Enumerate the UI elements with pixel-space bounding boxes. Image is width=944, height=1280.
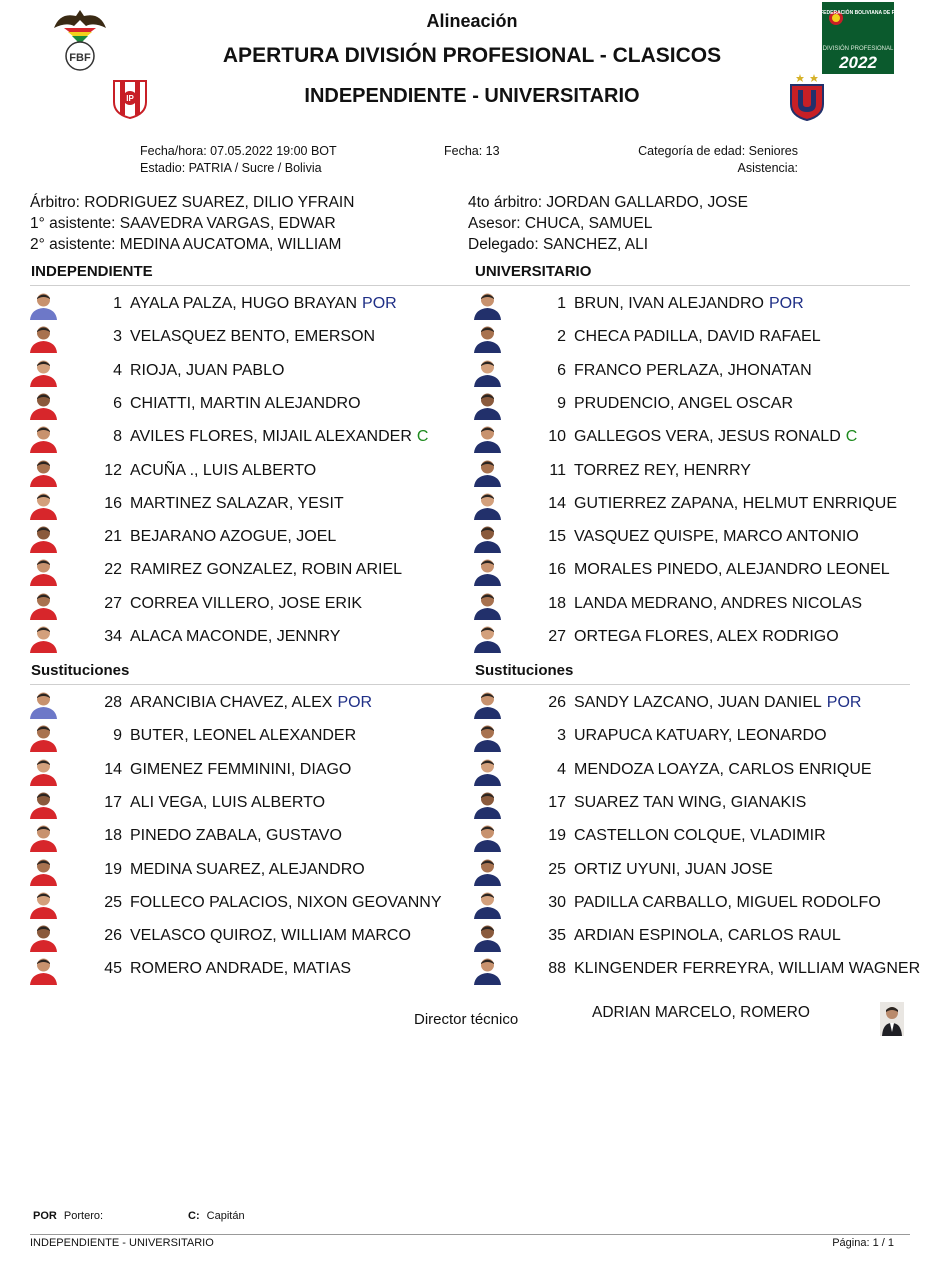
away-team-heading: UNIVERSITARIO: [475, 263, 592, 280]
player-row: [28, 621, 458, 654]
assistant-referee-1: 1° asistente: SAAVEDRA VARGAS, EDWAR: [30, 215, 336, 232]
home-team-heading: INDEPENDIENTE: [31, 263, 153, 280]
player-photo: [472, 821, 503, 852]
badge-division-text: DIVISIÓN PROFESIONAL: [822, 46, 894, 52]
player-photo: [472, 688, 503, 719]
player-number: 19: [104, 860, 122, 878]
player-name-text: BRUN, IVAN ALEJANDRO: [574, 295, 764, 312]
player-name: [574, 362, 812, 380]
svg-text:IP: IP: [126, 94, 134, 103]
player-row: [28, 754, 458, 787]
player-photo: [28, 322, 59, 353]
player-row: [28, 488, 458, 521]
referee-advisor: Asesor: CHUCA, SAMUEL: [468, 215, 653, 232]
player-name-text: RIOJA, JUAN PABLO: [130, 361, 285, 379]
player-number: 6: [113, 394, 122, 412]
player-number: 15: [548, 528, 566, 546]
goalkeeper-tag: POR: [768, 295, 804, 312]
player-photo: [472, 289, 503, 320]
away-subs-heading: Sustituciones: [475, 662, 574, 679]
player-name: [130, 927, 411, 945]
captain-tag: C: [845, 428, 858, 446]
player-name-text: GUTIERREZ ZAPANA, HELMUT ENRRIQUE: [574, 494, 897, 512]
player-photo: [472, 788, 503, 819]
player-row: [28, 687, 458, 720]
player-photo: [28, 888, 59, 919]
player-name-text: AVILES FLORES, MIJAIL ALEXANDER: [130, 428, 412, 446]
player-row: [28, 455, 458, 488]
player-photo: [28, 855, 59, 886]
player-row: [28, 355, 458, 388]
home-subs-heading: Sustituciones: [31, 662, 130, 679]
away-subs-list: [472, 687, 921, 987]
player-photo: [472, 921, 503, 952]
match-stadium: Estadio: PATRIA / Sucre / Bolivia: [140, 161, 322, 175]
player-number: 27: [548, 628, 566, 645]
player-name-text: VELASCO QUIROZ, WILLIAM MARCO: [130, 927, 411, 945]
player-name: [574, 495, 897, 513]
player-name: [130, 561, 402, 579]
player-row: [28, 554, 458, 587]
player-name-text: ALACA MACONDE, JENNRY: [130, 628, 341, 645]
player-row: [28, 588, 458, 621]
player-row: [28, 953, 458, 986]
captain-tag: C: [416, 428, 429, 446]
player-name: [130, 595, 362, 613]
player-row: [472, 388, 902, 421]
player-name: [130, 295, 397, 313]
player-name: [574, 628, 839, 646]
player-number: 26: [548, 694, 566, 711]
player-number: 1: [557, 295, 566, 312]
player-name: [130, 794, 325, 812]
match-datetime: Fecha/hora: 07.05.2022 19:00 BOT: [140, 144, 337, 158]
player-number: 11: [549, 461, 566, 479]
player-row: [472, 355, 902, 388]
player-photo: [472, 522, 503, 553]
player-name: [130, 395, 361, 413]
player-row: [28, 288, 458, 321]
attendance: Asistencia:: [737, 161, 798, 175]
player-number: 2: [557, 328, 566, 346]
player-row: [28, 388, 458, 421]
player-photo: [472, 389, 503, 420]
player-row: [472, 720, 902, 753]
svg-text:FBF: FBF: [69, 52, 91, 64]
player-row: [472, 687, 902, 720]
legend-c-desc: Capitán: [206, 1210, 245, 1222]
matchday: Fecha: 13: [444, 144, 500, 158]
fourth-official: 4to árbitro: JORDAN GALLARDO, JOSE: [468, 194, 748, 211]
player-row: [472, 288, 902, 321]
referee: Árbitro: RODRIGUEZ SUAREZ, DILIO YFRAIN: [30, 194, 355, 211]
goalkeeper-tag: POR: [337, 694, 373, 711]
player-number: 4: [113, 361, 122, 379]
player-number: 9: [557, 394, 566, 412]
player-row: [472, 754, 902, 787]
match-delegate: Delegado: SANCHEZ, ALI: [468, 236, 649, 253]
player-name-text: VELASQUEZ BENTO, EMERSON: [130, 328, 376, 346]
player-name: [130, 960, 351, 978]
player-name-text: URAPUCA KATUARY, LEONARDO: [574, 727, 827, 745]
player-name: [574, 827, 826, 845]
player-name-text: ROMERO ANDRADE, MATIAS: [130, 960, 352, 978]
player-name: [130, 827, 342, 845]
player-photo: [28, 356, 59, 387]
player-number: 17: [104, 793, 122, 811]
player-name: [574, 960, 920, 978]
player-photo: [472, 954, 503, 985]
footer-match: INDEPENDIENTE - UNIVERSITARIO: [30, 1237, 214, 1249]
divider: [30, 285, 910, 286]
player-photo: [28, 921, 59, 952]
player-number: 19: [548, 827, 566, 845]
player-photo: [28, 755, 59, 786]
player-name: [574, 528, 859, 546]
player-row: [28, 820, 458, 853]
player-name: [130, 362, 284, 380]
player-name-text: SUAREZ TAN WING, GIANAKIS: [574, 793, 807, 811]
player-number: 9: [113, 727, 122, 745]
player-name: [574, 861, 773, 879]
player-number: 34: [104, 628, 122, 645]
player-name: [574, 295, 804, 313]
player-name-text: CASTELLON COLQUE, VLADIMIR: [574, 827, 826, 845]
player-name: [574, 794, 806, 812]
player-photo: [28, 489, 59, 520]
player-name-text: GALLEGOS VERA, JESUS RONALD: [574, 428, 841, 446]
player-row: [472, 455, 902, 488]
player-name-text: ALI VEGA, LUIS ALBERTO: [130, 793, 326, 811]
player-name: [130, 528, 336, 546]
player-number: 1: [113, 295, 122, 312]
player-number: 10: [548, 428, 566, 446]
player-photo: [472, 721, 503, 752]
player-name-text: MEDINA SUAREZ, ALEJANDRO: [130, 860, 365, 878]
player-name-text: ACUÑA ., LUIS ALBERTO: [130, 461, 317, 479]
player-name-text: MENDOZA LOAYZA, CARLOS ENRIQUE: [574, 760, 872, 778]
player-name-text: ARANCIBIA CHAVEZ, ALEX: [130, 694, 333, 711]
player-number: 22: [104, 561, 122, 579]
tournament-title: APERTURA DIVISIÓN PROFESIONAL - CLASICOS: [222, 44, 722, 67]
player-name-text: PINEDO ZABALA, GUSTAVO: [130, 827, 342, 845]
player-row: [28, 321, 458, 354]
player-number: 14: [104, 760, 122, 778]
player-row: [472, 820, 902, 853]
player-row: [472, 920, 902, 953]
player-number: 18: [548, 594, 566, 612]
player-photo: [28, 289, 59, 320]
legend-por-key: POR: [33, 1210, 57, 1222]
player-name: [574, 428, 857, 446]
player-photo: [472, 456, 503, 487]
player-row: [28, 787, 458, 820]
player-name: [130, 328, 375, 346]
player-name-text: AYALA PALZA, HUGO BRAYAN: [130, 295, 358, 312]
player-row: [472, 621, 902, 654]
player-photo: [28, 456, 59, 487]
coach-photo: [880, 1002, 904, 1036]
divider: [30, 684, 910, 685]
player-photo: [472, 888, 503, 919]
player-name: [130, 694, 372, 712]
player-row: [472, 953, 921, 986]
player-name-text: PRUDENCIO, ANGEL OSCAR: [574, 394, 794, 412]
player-number: 88: [548, 960, 566, 978]
player-name: [574, 761, 872, 779]
player-name-text: RAMIREZ GONZALEZ, ROBIN ARIEL: [130, 561, 403, 579]
player-name-text: FOLLECO PALACIOS, NIXON GEOVANNY: [130, 893, 442, 911]
player-row: [472, 554, 902, 587]
player-photo: [472, 422, 503, 453]
coach-name: ADRIAN MARCELO, ROMERO: [592, 1004, 810, 1021]
player-name-text: GIMENEZ FEMMININI, DIAGO: [130, 760, 352, 778]
player-name-text: BEJARANO AZOGUE, JOEL: [130, 528, 337, 546]
player-row: [28, 887, 458, 920]
player-name-text: CHIATTI, MARTIN ALEJANDRO: [130, 394, 361, 412]
player-number: 3: [557, 727, 566, 745]
player-row: [28, 854, 458, 887]
player-photo: [472, 855, 503, 886]
coach-label: Director técnico: [414, 1011, 519, 1028]
player-photo: [28, 688, 59, 719]
player-name-text: PADILLA CARBALLO, MIGUEL RODOLFO: [574, 893, 881, 911]
player-number: 3: [113, 328, 122, 346]
player-row: [472, 588, 902, 621]
player-name-text: MORALES PINEDO, ALEJANDRO LEONEL: [574, 561, 890, 579]
player-name: [574, 595, 862, 613]
player-number: 21: [104, 528, 122, 546]
away-starters-list: [472, 288, 902, 658]
player-name-text: ORTIZ UYUNI, JUAN JOSE: [574, 860, 773, 878]
player-name: [574, 328, 821, 346]
player-name: [130, 861, 365, 879]
player-name: [574, 561, 890, 579]
player-name: [574, 894, 881, 912]
player-photo: [28, 422, 59, 453]
player-number: 28: [104, 694, 122, 711]
player-name: [130, 462, 316, 480]
player-photo: [28, 954, 59, 985]
home-subs-list: [28, 687, 458, 987]
player-row: [472, 321, 902, 354]
player-name-text: KLINGENDER FERREYRA, WILLIAM WAGNER: [574, 960, 921, 978]
player-name-text: CORREA VILLERO, JOSE ERIK: [130, 594, 363, 612]
goalkeeper-tag: POR: [362, 295, 397, 312]
legend-c-key: C:: [188, 1210, 200, 1222]
player-name-text: ARDIAN ESPINOLA, CARLOS RAUL: [574, 927, 841, 945]
player-number: 17: [548, 793, 566, 811]
player-name: [130, 894, 441, 912]
player-name-text: FRANCO PERLAZA, JHONATAN: [574, 361, 812, 379]
badge-year: 2022: [839, 53, 877, 72]
player-number: 30: [548, 893, 566, 911]
player-number: 16: [104, 494, 122, 512]
player-number: 18: [104, 827, 122, 845]
player-number: 6: [557, 361, 566, 379]
player-row: [28, 720, 458, 753]
player-name-text: CHECA PADILLA, DAVID RAFAEL: [574, 328, 821, 346]
player-number: 26: [104, 927, 122, 945]
player-name: [130, 727, 356, 745]
player-row: [472, 421, 902, 454]
player-photo: [28, 788, 59, 819]
player-number: 16: [548, 561, 566, 579]
player-photo: [472, 356, 503, 387]
player-row: [472, 887, 902, 920]
player-name-text: TORREZ REY, HENRRY: [574, 461, 751, 479]
player-photo: [28, 522, 59, 553]
player-photo: [28, 721, 59, 752]
player-name: [574, 462, 751, 480]
player-name-text: LANDA MEDRANO, ANDRES NICOLAS: [574, 594, 863, 612]
page-title: Alineación: [426, 11, 518, 31]
footer-page: Página: 1 / 1: [832, 1237, 894, 1249]
age-category: Categoría de edad: Seniores: [638, 144, 798, 158]
player-number: 45: [104, 960, 122, 978]
assistant-referee-2: 2° asistente: MEDINA AUCATOMA, WILLIAM: [30, 236, 342, 253]
player-name-text: SANDY LAZCANO, JUAN DANIEL: [574, 694, 822, 711]
legend-por-desc: Portero:: [63, 1210, 104, 1222]
player-photo: [28, 589, 59, 620]
player-name: [574, 927, 841, 945]
player-name: [130, 495, 344, 513]
player-name: [130, 428, 428, 446]
player-row: [28, 521, 458, 554]
player-row: [28, 920, 458, 953]
player-number: 14: [548, 494, 566, 512]
player-name-text: VASQUEZ QUISPE, MARCO ANTONIO: [574, 528, 859, 546]
player-row: [472, 787, 902, 820]
player-number: 12: [104, 461, 122, 479]
player-photo: [28, 622, 59, 653]
player-row: [472, 521, 902, 554]
player-name: [130, 628, 340, 646]
goalkeeper-tag: POR: [826, 694, 862, 711]
player-photo: [28, 821, 59, 852]
player-number: 8: [113, 428, 122, 446]
player-name-text: BUTER, LEONEL ALEXANDER: [130, 727, 357, 745]
player-number: 25: [104, 893, 122, 911]
player-name: [574, 694, 861, 712]
player-photo: [472, 555, 503, 586]
player-name-text: MARTINEZ SALAZAR, YESIT: [130, 494, 344, 512]
badge-federation-text: FEDERACIÓN BOLIVIANA DE FÚTBOL: [820, 10, 912, 16]
player-photo: [28, 555, 59, 586]
player-row: [28, 421, 458, 454]
player-photo: [472, 489, 503, 520]
player-name-text: ORTEGA FLORES, ALEX RODRIGO: [574, 628, 839, 645]
player-photo: [472, 322, 503, 353]
player-photo: [28, 389, 59, 420]
player-photo: [472, 622, 503, 653]
player-number: 25: [548, 860, 566, 878]
player-name: [574, 727, 827, 745]
player-row: [472, 488, 902, 521]
player-number: 35: [548, 927, 566, 945]
player-number: 27: [104, 594, 122, 612]
home-starters-list: [28, 288, 458, 658]
player-photo: [472, 755, 503, 786]
player-row: [472, 854, 902, 887]
player-name: [130, 761, 351, 779]
player-number: 4: [557, 760, 566, 778]
match-title: INDEPENDIENTE - UNIVERSITARIO: [304, 85, 640, 107]
player-name: [574, 395, 793, 413]
player-photo: [472, 589, 503, 620]
footer-divider: [30, 1234, 910, 1235]
